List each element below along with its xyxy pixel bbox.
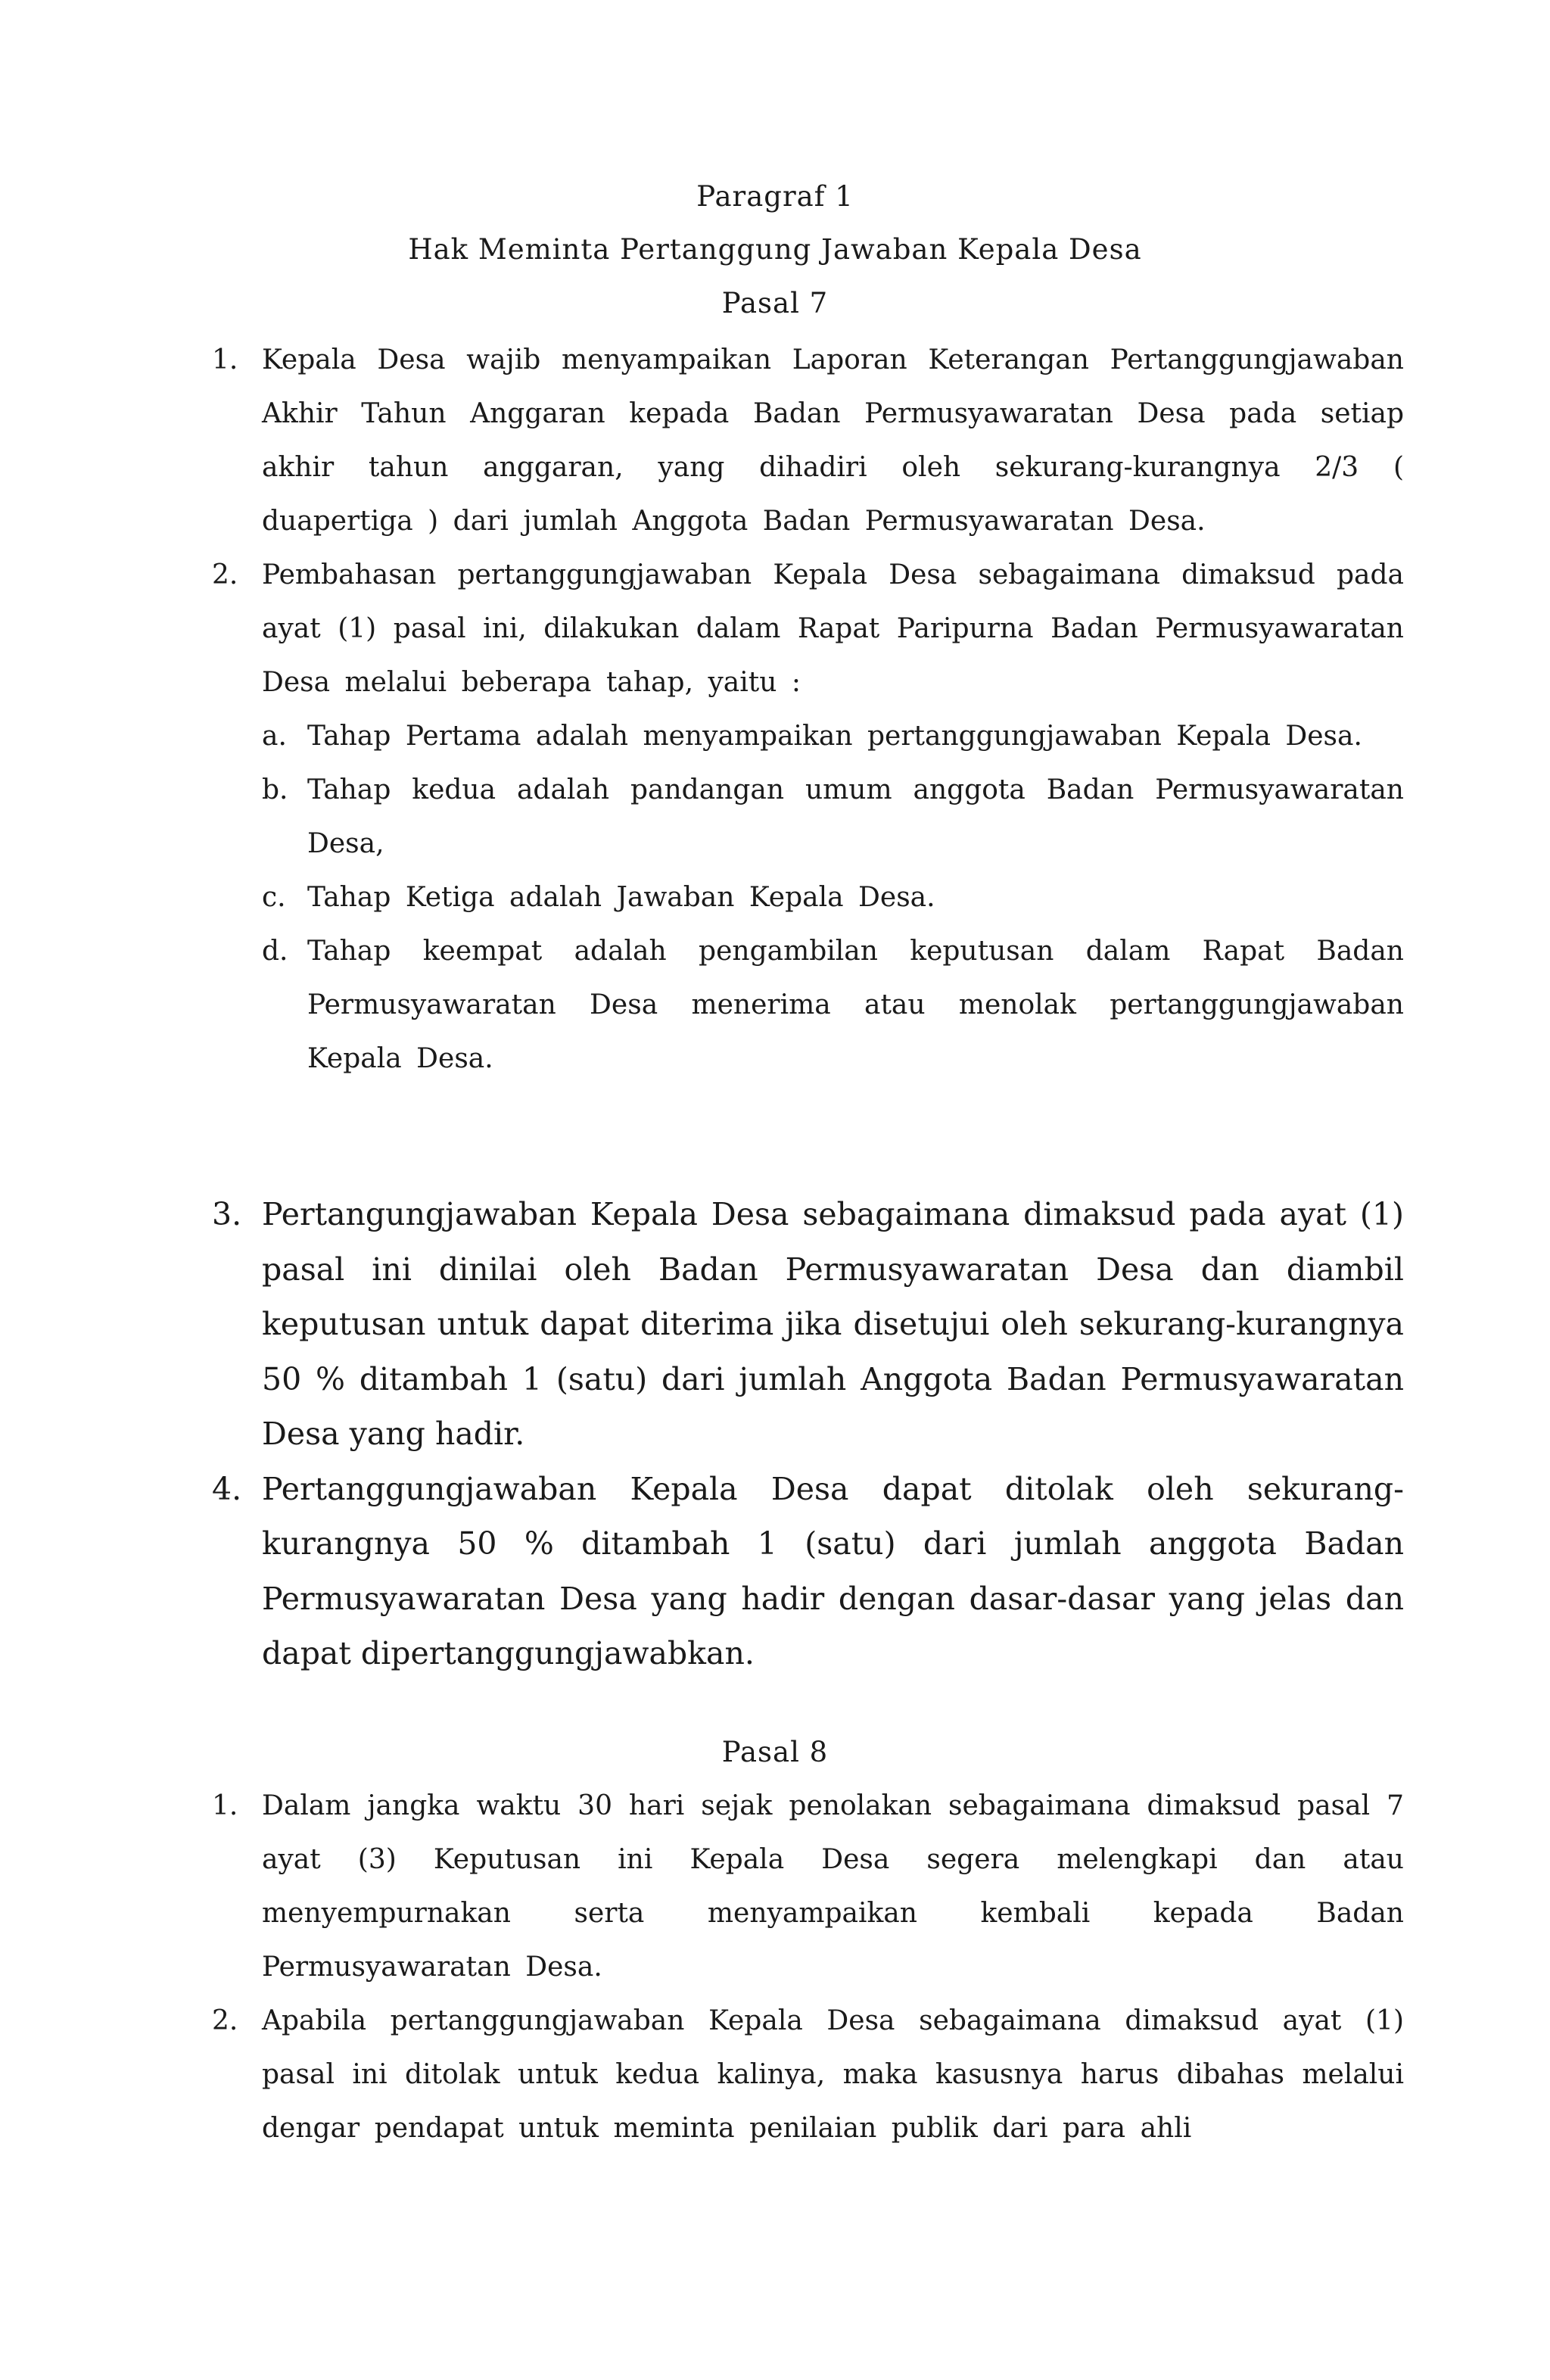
- section-title: Hak Meminta Pertanggung Jawaban Kepala Desa: [408, 233, 1142, 266]
- pasal-7-item-1: [212, 333, 1404, 548]
- pasal-8-item-1: [212, 1779, 1404, 1994]
- sub-item-label: a.: [262, 721, 287, 752]
- sub-item-b: [262, 763, 1404, 871]
- sub-item-d: [262, 924, 1404, 1086]
- sub-item-text: Tahap keempat adalah pengambilan keputusan dalam Rapat Badan Permusyawaratan Desa menerima atau menolak pertanggungjawaban Kepala Desa.: [307, 936, 1404, 1074]
- item-number: 4.: [212, 1470, 242, 1507]
- sub-item-a: [262, 709, 1404, 763]
- pasal-7-list-part-1: [212, 333, 1404, 1086]
- pasal-7-item-3: [212, 1187, 1404, 1462]
- sub-item-label: c.: [262, 882, 286, 913]
- sub-item-text: Tahap kedua adalah pandangan umum anggota Badan Permusyawaratan Desa,: [307, 774, 1404, 859]
- item-text: Pertangungjawaban Kepala Desa sebagaimana dimaksud pada ayat (1) pasal ini dinilai oleh Badan Permusyawaratan Desa dan diambil keputusan untuk dapat diterima jika disetujui oleh sekurang-kurangnya 50 % ditambah 1 (satu) dari jumlah Anggota Badan Permusyawaratan Desa yang hadir.: [262, 1196, 1404, 1452]
- item-text: Apabila pertanggungjawaban Kepala Desa sebagaimana dimaksud ayat (1) pasal ini ditolak untuk kedua kalinya, maka kasusnya harus dibahas melalui dengar pendapat untuk meminta penilaian publik dari para ahli: [262, 2005, 1404, 2144]
- item-number: 1.: [212, 1790, 238, 1821]
- sub-item-label: d.: [262, 936, 288, 967]
- pasal-7-list-part-2: [212, 1187, 1404, 1681]
- item-text: Dalam jangka waktu 30 hari sejak penolakan sebagaimana dimaksud pasal 7 ayat (3) Keputusan ini Kepala Desa segera melengkapi dan atau menyempurnakan serta menyampaikan kembali kepada Badan Permusyawaratan Desa.: [262, 1790, 1404, 1983]
- item-text: Pertanggungjawaban Kepala Desa dapat ditolak oleh sekurang-kurangnya 50 % ditambah 1 (satu) dari jumlah anggota Badan Permusyawaratan Desa yang hadir dengan dasar-dasar yang jelas dan dapat dipertanggungjawabkan.: [262, 1470, 1404, 1671]
- pasal-7-item-2: [212, 548, 1404, 1086]
- pasal-8-list: [212, 1779, 1404, 2155]
- sub-item-c: [262, 871, 1404, 924]
- item-text: Kepala Desa wajib menyampaikan Laporan Keterangan Pertanggungjawaban Akhir Tahun Anggaran kepada Badan Permusyawaratan Desa pada setiap akhir tahun anggaran, yang dihadiri oleh sekurang-kurangnya 2/3 ( duapertiga ) dari jumlah Anggota Badan Permusyawaratan Desa.: [262, 344, 1404, 537]
- pasal-8-item-2: [212, 1994, 1404, 2155]
- item-number: 2.: [212, 2005, 238, 2036]
- pasal-7-heading: Pasal 7: [721, 287, 829, 319]
- sub-item-text: Tahap Pertama adalah menyampaikan pertanggungjawaban Kepala Desa.: [307, 721, 1362, 752]
- item-body: [262, 548, 1404, 1086]
- item-number: 3.: [212, 1196, 242, 1232]
- pasal-7-item-4: [212, 1462, 1404, 1681]
- pasal-8-heading: Pasal 8: [721, 1736, 829, 1768]
- paragraf-heading: Paragraf 1: [696, 180, 854, 213]
- sub-item-text: Tahap Ketiga adalah Jawaban Kepala Desa.: [307, 882, 935, 913]
- sub-item-label: b.: [262, 774, 288, 805]
- item-number: 2.: [212, 559, 238, 590]
- item-number: 1.: [212, 344, 238, 375]
- item-text: Pembahasan pertanggungjawaban Kepala Desa sebagaimana dimaksud pada ayat (1) pasal ini, dilakukan dalam Rapat Paripurna Badan Permusyawaratan Desa melalui beberapa tahap, yaitu :: [262, 559, 1404, 698]
